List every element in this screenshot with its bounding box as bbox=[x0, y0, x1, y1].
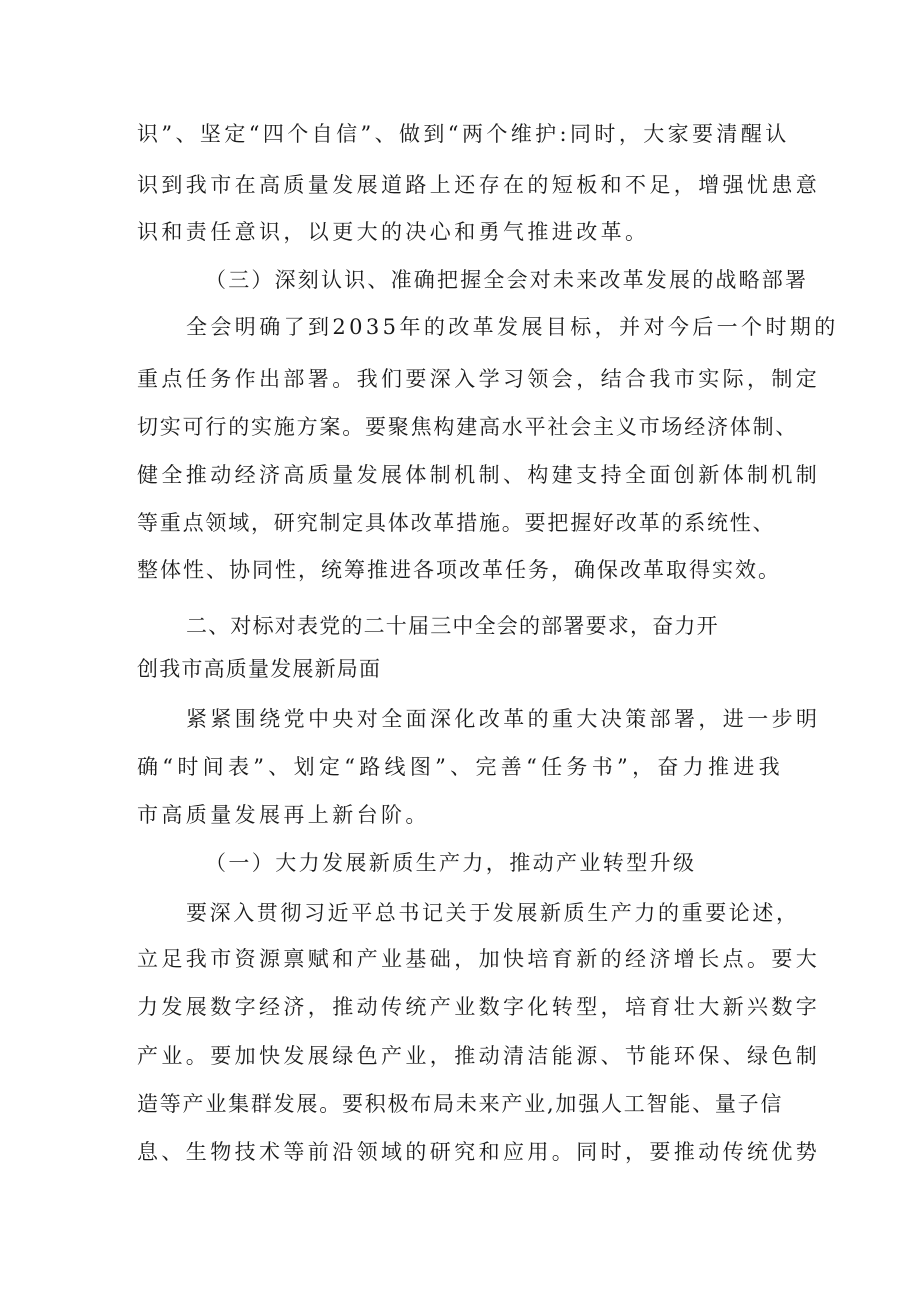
body-text-line bbox=[0, 412, 920, 442]
line-text: 力发展数字经济，推动传统产业数字化转型，培育壮大新兴数字 bbox=[137, 995, 821, 1019]
line-text: 确“时间表”、划定“路线图”、完善“任务书”，奋力推进我 bbox=[137, 755, 783, 779]
body-text-line bbox=[0, 555, 920, 585]
line-text: 切实可行的实施方案。要聚焦构建高水平社会主义市场经济体制、 bbox=[137, 415, 799, 439]
section-heading bbox=[0, 265, 920, 295]
line-text: 识”、坚定“四个自信”、做到“两个维护:同时，大家要清醒认 bbox=[137, 122, 790, 146]
body-text-line bbox=[0, 1137, 920, 1167]
body-text-line bbox=[0, 992, 920, 1022]
body-text-line bbox=[0, 312, 920, 342]
line-text: 重点任务作出部署。我们要深入学习领会，结合我市实际，制定 bbox=[137, 367, 821, 391]
line-text: 识和责任意识，以更大的决心和勇气推进改革。 bbox=[137, 220, 650, 244]
body-text-line bbox=[0, 119, 920, 149]
body-text-line bbox=[0, 752, 920, 782]
body-text-line bbox=[0, 898, 920, 928]
line-text: 等重点领域，研究制定具体改革措施。要把握好改革的系统性、 bbox=[137, 511, 776, 535]
line-text: 息、生物技术等前沿领域的研究和应用。同时，要推动传统优势 bbox=[137, 1140, 821, 1164]
body-text-line bbox=[0, 800, 920, 830]
line-text: 要深入贯彻习近平总书记关于发展新质生产力的重要论述， bbox=[186, 901, 800, 925]
line-text: 整体性、协同性，统筹推进各项改革任务，确保改革取得实效。 bbox=[137, 558, 781, 582]
line-text: 识到我市在高质量发展道路上还存在的短板和不足，增强忧患意 bbox=[137, 173, 821, 197]
body-text-line bbox=[0, 944, 920, 974]
line-text: 市高质量发展再上新台阶。 bbox=[137, 803, 430, 827]
body-text-line bbox=[0, 460, 920, 490]
section-heading bbox=[0, 848, 920, 878]
line-text: 产业。要加快发展绿色产业，推动清洁能源、节能环保、绿色制 bbox=[137, 1044, 821, 1068]
body-text-line bbox=[0, 1041, 920, 1071]
line-text: 健全推动经济高质量发展体制机制、构建支持全面创新体制机制 bbox=[137, 463, 821, 487]
line-text: 立足我市资源禀赋和产业基础，加快培育新的经济增长点。要大 bbox=[137, 947, 821, 971]
body-text-line bbox=[0, 170, 920, 200]
body-text-line bbox=[0, 217, 920, 247]
line-text: 二、对标对表党的二十届三中全会的部署要求，奋力开 bbox=[186, 614, 719, 638]
line-text: （三）深刻认识、准确把握全会对未来改革发展的战略部署 bbox=[205, 268, 809, 292]
body-text-line bbox=[0, 364, 920, 394]
line-text: 紧紧围绕党中央对全面深化改革的重大决策部署，进一步明 bbox=[186, 707, 821, 731]
chapter-heading bbox=[0, 654, 920, 684]
body-text-line bbox=[0, 1089, 920, 1119]
body-text-line bbox=[0, 508, 920, 538]
line-text: 创我市高质量发展新局面 bbox=[137, 657, 382, 681]
line-text: （一）大力发展新质生产力，推动产业转型升级 bbox=[205, 851, 697, 875]
chapter-heading bbox=[0, 611, 920, 641]
body-text-line bbox=[0, 704, 920, 734]
line-text: 造等产业集群发展。要积极布局未来产业,加强人工智能、量子信 bbox=[137, 1092, 783, 1116]
line-text: 全会明确了到2035年的改革发展目标，并对今后一个时期的 bbox=[186, 315, 839, 339]
